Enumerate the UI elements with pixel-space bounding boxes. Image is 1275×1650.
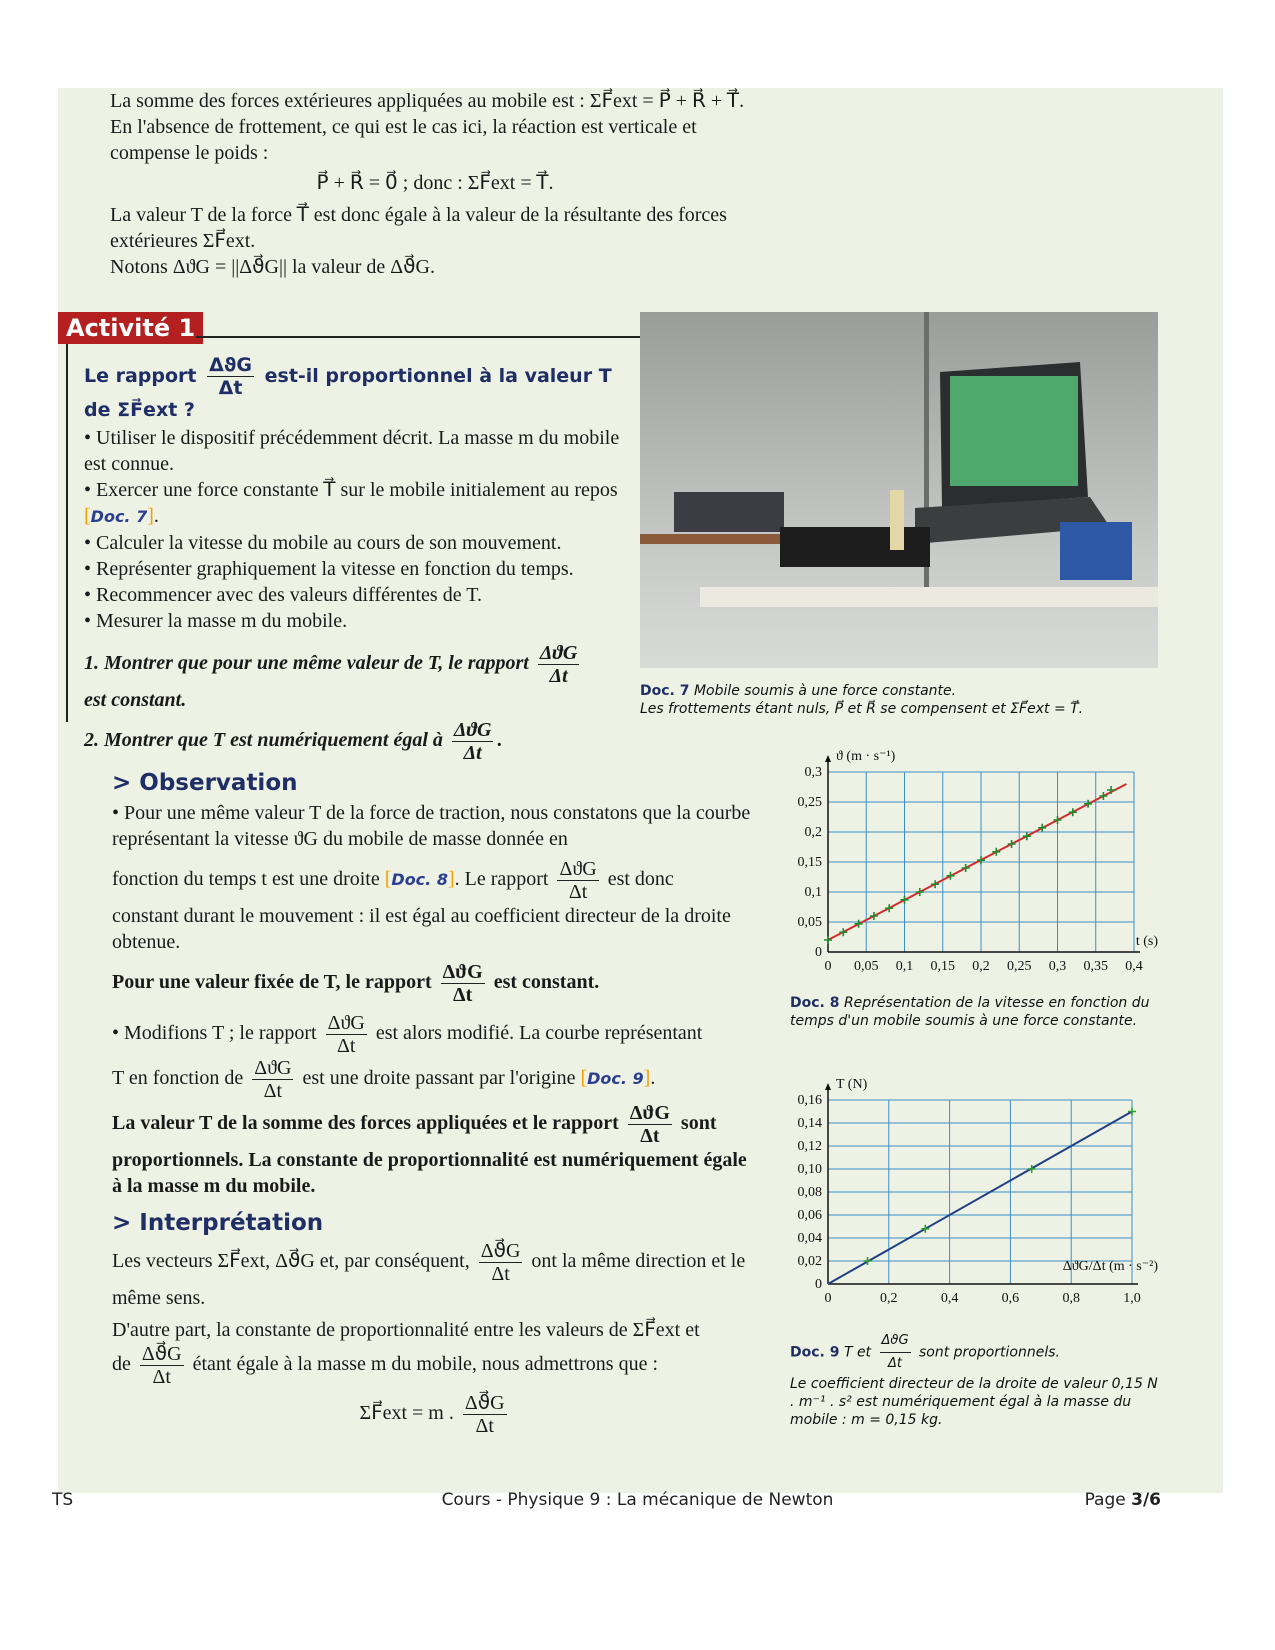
interpretation-text: [112, 1240, 758, 1311]
text: est donc: [607, 868, 674, 891]
text: ont la même direction et le même sens.: [112, 1250, 746, 1309]
data-point: [931, 880, 939, 888]
data-point: [916, 888, 924, 896]
frac-den: Δt: [640, 1125, 660, 1147]
text: . Le rapport: [454, 868, 549, 891]
x-tick-label: 1,0: [1123, 1291, 1141, 1306]
x-tick-label: 0,4: [1125, 959, 1143, 974]
x-tick-label: 0,15: [930, 959, 955, 974]
x-tick-label: 0,05: [854, 959, 879, 974]
caption-text: Les frottements étant nuls, P⃗ et R⃗ se compensent et ΣF⃗ext = T⃗.: [640, 701, 1084, 717]
experiment-illustration: [640, 312, 1158, 668]
frac-num: ΔϑG: [442, 961, 483, 983]
y-tick-label: 0,05: [797, 915, 822, 930]
text: sont proportionnels.: [918, 1344, 1060, 1361]
y-axis-arrow: [825, 1083, 831, 1090]
text: Les vecteurs ΣF⃗ext, Δϑ⃗G et, par conséquent,: [112, 1250, 470, 1273]
data-point: [855, 920, 863, 928]
frac-num: ΔϑG: [539, 642, 578, 664]
data-point: [946, 872, 954, 880]
task-1: [84, 642, 624, 713]
text: de: [112, 1353, 131, 1376]
activity-side-rule: [66, 344, 68, 722]
footer-center: Cours - Physique 9 : La mécanique de Newton: [441, 1490, 834, 1510]
frac-num: Δϑ⃗G: [141, 1343, 182, 1365]
doc7-caption: [640, 682, 1160, 718]
data-point: [1099, 792, 1107, 800]
x-axis-label: t (s): [1135, 934, 1158, 949]
frac-num: ΔϑG: [254, 1057, 292, 1079]
text: fonction du temps t est une droite: [112, 868, 380, 891]
frac-den: Δt: [263, 1080, 283, 1102]
y-tick-label: 0,04: [797, 1231, 822, 1246]
activity-title: Activité 1: [58, 312, 203, 344]
task-2: 2. Montrer que T est numériquement égal à ΔϑG Δt .: [84, 719, 503, 764]
activity-badge: [58, 314, 203, 342]
data-point: [921, 1225, 929, 1233]
y-tick-label: 0: [815, 1277, 822, 1292]
frac-num: ΔϑG: [629, 1102, 670, 1124]
observation-text: fonction du temps t est une droite [Doc. 8]. Le rapport ΔϑG Δt est donc: [112, 858, 674, 903]
page-number: 3/6: [1131, 1490, 1161, 1510]
bullet-text: Exercer une force constante T⃗ sur le mobile initialement au repos: [96, 479, 618, 501]
x-tick-label: 0,8: [1062, 1291, 1080, 1306]
caption-text: Représentation de la vitesse en fonction du temps d'un mobile soumis à une force constante.: [790, 995, 1150, 1029]
question-text: de ΣF⃗ext ?: [84, 399, 195, 421]
data-point: [977, 856, 985, 864]
observation-text: • Pour une même valeur T de la force de traction, nous constatons que la courbe représentant la vitesse ϑG du mobile de masse donnée en: [112, 802, 751, 850]
frac-num: ΔϑG: [880, 1330, 911, 1353]
text: T et: [843, 1344, 872, 1361]
frac-num: ΔϑG: [327, 1012, 365, 1034]
data-point: [1069, 808, 1077, 816]
caption-text: Mobile soumis à une force constante.: [693, 683, 957, 699]
text: T en fonction de: [112, 1067, 244, 1090]
text: La valeur T de la somme des forces appliquées et le rapport: [112, 1112, 619, 1135]
intro-equation: P⃗ + R⃗ = 0⃗ ; donc : ΣF⃗ext = T⃗.: [316, 172, 554, 194]
y-tick-label: 0,08: [797, 1185, 822, 1200]
observation-text: [112, 1012, 758, 1057]
frac-num: ΔϑG: [559, 858, 597, 880]
x-axis-label: ΔϑG/Δt (m · s⁻²): [1062, 1259, 1158, 1274]
data-point: [962, 864, 970, 872]
footer-page: [1085, 1490, 1161, 1510]
data-point: [1054, 816, 1062, 824]
task-text: 2. Montrer que T est numériquement égal à: [84, 729, 443, 752]
frac-num: Δϑ⃗G: [464, 1392, 505, 1414]
intro-line: Notons ΔϑG = ||Δϑ⃗G|| la valeur de Δϑ⃗G.: [110, 256, 435, 278]
x-tick-label: 0,2: [972, 959, 990, 974]
doc7-photo: [640, 312, 1158, 668]
interpretation-equation: [112, 1392, 758, 1437]
frac-den: Δt: [491, 1263, 510, 1285]
data-point: [870, 912, 878, 920]
observation-text: T en fonction de ΔϑG Δt est une droite passant par l'origine [Doc. 9].: [112, 1057, 656, 1102]
text: est une droite passant par l'origine: [302, 1067, 576, 1090]
bullet-text: Représenter graphiquement la vitesse en fonction du temps.: [96, 558, 574, 580]
interpretation-block: [112, 1210, 758, 1437]
caption-text: Le coefficient directeur de la droite de valeur 0,15 N . m⁻¹ . s² est numériquement égal à la masse du mobile : m = 0,15 kg.: [790, 1376, 1158, 1428]
data-point: [901, 896, 909, 904]
frac-den: Δt: [549, 665, 568, 687]
text: ΣF⃗ext = m .: [359, 1402, 454, 1425]
y-tick-label: 0,02: [797, 1254, 822, 1269]
x-tick-label: 0,6: [1001, 1291, 1020, 1306]
y-tick-label: 0,25: [797, 795, 822, 810]
frac-num: ΔϑG: [209, 354, 252, 376]
y-axis-label: ϑ (m · s⁻¹): [836, 749, 896, 764]
question-text: Le rapport: [84, 365, 197, 387]
data-point: [1128, 1108, 1136, 1116]
observation-bold: [112, 961, 758, 1006]
y-tick-label: 0,06: [797, 1208, 822, 1223]
y-axis-label: T (N): [836, 1077, 868, 1092]
frac-num: ΔϑG: [453, 719, 492, 741]
frac-den: Δt: [218, 377, 243, 399]
doc8-link[interactable]: Doc. 8: [391, 870, 448, 890]
activity-block: [84, 354, 624, 764]
data-point: [839, 928, 847, 936]
y-tick-label: 0: [815, 945, 822, 960]
frac-den: Δt: [888, 1356, 902, 1371]
observation-title: > Observation: [112, 770, 298, 796]
text: Pour une valeur fixée de T, le rapport: [112, 971, 432, 994]
x-tick-label: 0,4: [940, 1291, 959, 1306]
observation-block: [112, 770, 758, 1199]
data-point: [992, 848, 1000, 856]
x-tick-label: 0,25: [1007, 959, 1032, 974]
doc8-chart: [786, 742, 1166, 982]
interpretation-title: > Interprétation: [112, 1210, 324, 1236]
y-axis-arrow: [825, 755, 831, 762]
data-point: [824, 936, 832, 944]
x-tick-label: 0: [824, 959, 832, 974]
frac-den: Δt: [463, 742, 482, 764]
y-tick-label: 0,16: [797, 1093, 822, 1108]
y-tick-label: 0,15: [797, 855, 822, 870]
data-point: [885, 904, 893, 912]
frac-den: Δt: [152, 1366, 171, 1388]
text: étant égale à la masse m du mobile, nous admettrons que :: [192, 1353, 659, 1376]
text: est constant.: [493, 971, 600, 994]
intro-line: En l'absence de frottement, ce qui est le cas ici, la réaction est verticale et compense le poids :: [110, 116, 697, 164]
frac-den: Δt: [453, 984, 473, 1006]
bullet-text: Utiliser le dispositif précédemment décrit. La masse m du mobile est connue.: [84, 427, 620, 475]
task-text: est constant.: [84, 689, 187, 711]
y-tick-label: 0,1: [804, 885, 822, 900]
footer-left: TS: [52, 1490, 74, 1510]
doc7-link[interactable]: Doc. 7: [90, 507, 148, 526]
frac-den: Δt: [568, 881, 588, 903]
y-tick-label: 0,10: [797, 1162, 822, 1177]
observation-text: constant durant le mouvement : il est égal au coefficient directeur de la droite obtenue.: [112, 905, 731, 953]
observation-bold: proportionnels. La constante de proportionnalité est numériquement égale à la masse m du mobile.: [112, 1149, 747, 1197]
x-tick-label: 0: [824, 1291, 832, 1306]
x-tick-label: 0,35: [1083, 959, 1108, 974]
text: Page: [1084, 1490, 1132, 1510]
question-text: est-il proportionnel à la valeur T: [264, 365, 612, 387]
x-tick-label: 0,2: [880, 1291, 898, 1306]
data-point: [1084, 800, 1092, 808]
frac-num: Δϑ⃗G: [480, 1240, 521, 1262]
frac-den: Δt: [336, 1035, 356, 1057]
data-point: [1023, 832, 1031, 840]
text: est alors modifié. La courbe représentant: [375, 1022, 703, 1045]
x-tick-label: 0,1: [895, 959, 914, 974]
y-tick-label: 0,12: [797, 1139, 822, 1154]
data-point: [1008, 840, 1016, 848]
doc8-label: Doc. 8: [790, 995, 840, 1011]
doc8-caption: [790, 994, 1150, 1030]
y-tick-label: 0,2: [804, 825, 822, 840]
bullet-text: Recommencer avec des valeurs différentes de T.: [96, 584, 482, 606]
data-point: [1038, 824, 1046, 832]
doc9-label: Doc. 9: [790, 1344, 840, 1361]
x-tick-label: 0,3: [1048, 959, 1067, 974]
task-text: 1. Montrer que pour une même valeur de T, le rapport: [84, 652, 529, 675]
doc9-chart: [786, 1072, 1166, 1316]
frac-den: Δt: [475, 1415, 494, 1437]
bullet-text: Calculer la vitesse du mobile au cours de son mouvement.: [96, 532, 562, 554]
bullet-text: Mesurer la masse m du mobile.: [96, 610, 348, 632]
observation-bold: [112, 1102, 758, 1147]
activity-bullets: • Utiliser le dispositif précédemment décrit. La masse m du mobile est connue. • Exercer une force constante T⃗ sur le mobile initialement au repos [Doc. 7]. • Calculer la vitesse du mobile au cours de son mouvement. • Représenter graphiquement la vitesse en fonction du temps. • Recommencer avec des valeurs différentes de T. • Mesurer la masse m du mobile.: [84, 427, 620, 632]
text: • Modifions T ; le rapport: [112, 1022, 317, 1045]
doc9-link[interactable]: Doc. 9: [587, 1069, 644, 1089]
interpretation-text: [112, 1343, 758, 1388]
activity-question: [84, 354, 624, 421]
y-tick-label: 0,14: [797, 1116, 822, 1131]
doc9-caption: [790, 1330, 1160, 1429]
intro-line: La somme des forces extérieures appliquées au mobile est : ΣF⃗ext = P⃗ + R⃗ + T⃗.: [110, 90, 745, 112]
interpretation-text: D'autre part, la constante de proportionnalité entre les valeurs de ΣF⃗ext et: [112, 1319, 700, 1341]
y-tick-label: 0,3: [804, 765, 822, 780]
activity-rule: [196, 336, 640, 338]
intro-line: La valeur T de la force T⃗ est donc égale à la valeur de la résultante des forces extérieures ΣF⃗ext.: [110, 204, 727, 252]
text: sont: [680, 1112, 717, 1135]
doc7-label: Doc. 7: [640, 683, 690, 699]
intro-block: [110, 88, 760, 280]
